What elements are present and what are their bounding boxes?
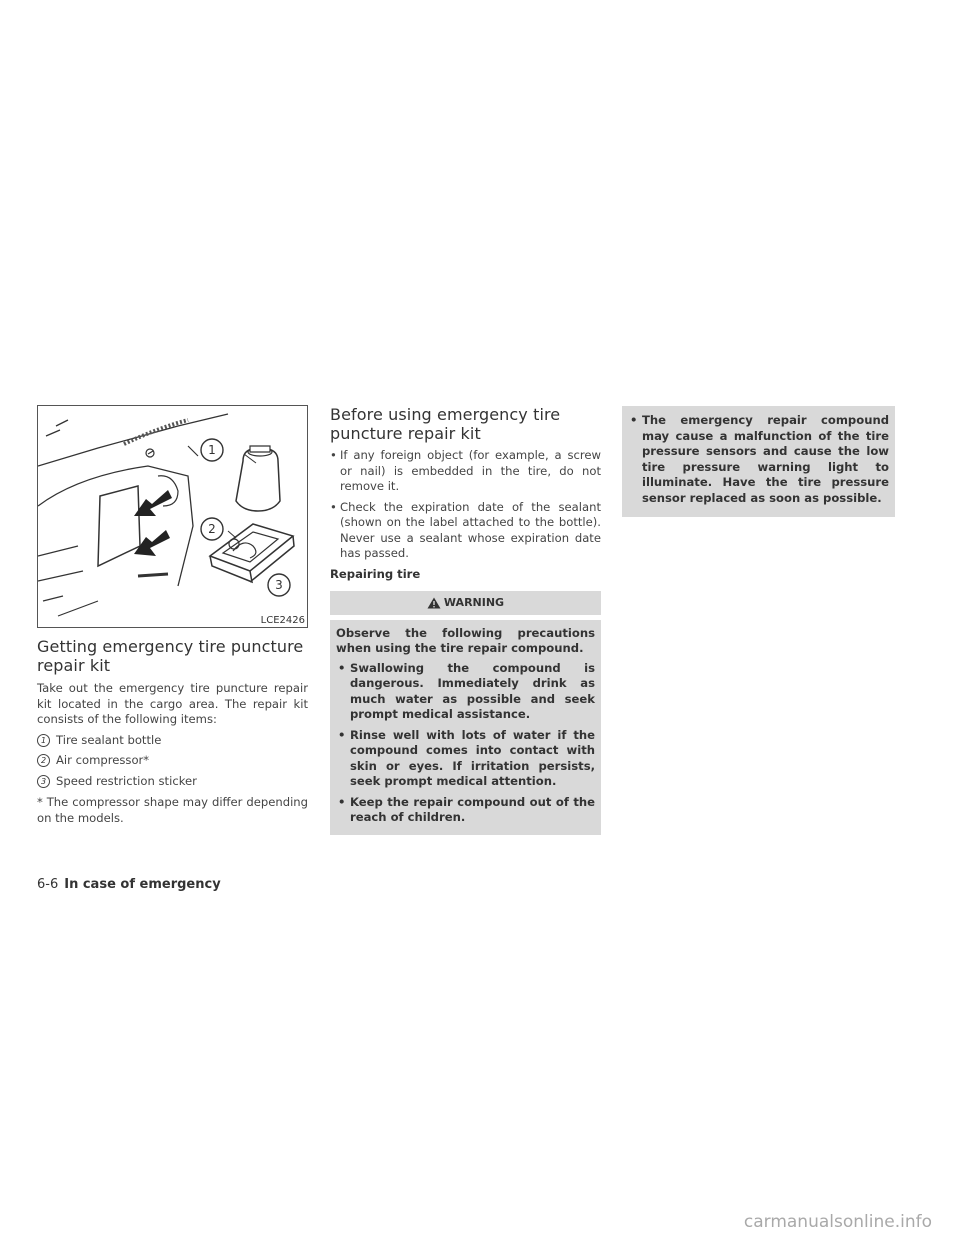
list-item: • Swallowing the compound is dangerous. Immediately drink as much water as possible and seek prompt medical assistance. [336,661,595,723]
cargo-area-illustration [37,405,308,628]
warning-header [330,591,601,615]
item-number-badge: 2 [37,754,50,767]
warning-box-continued [622,406,895,517]
item-number-badge: 1 [37,734,50,747]
list-item: • Rinse well with lots of water if the compound comes into contact with skin or eyes. If irritation persists, seek prompt medical attention. [336,728,595,790]
callout-1: 1 [208,443,216,457]
column-middle [330,405,601,835]
subheading-repairing-tire: Repairing tire [330,566,421,581]
kit-item-3 [37,774,308,790]
section-title-before-using: Before using emergency tire puncture repair kit [330,405,561,443]
kit-item-1 [37,733,308,749]
figure-code: LCE2426 [260,615,305,626]
section-intro: Take out the emergency tire puncture repair kit located in the cargo area. The repair kit consists of the following items: [37,681,308,726]
callout-3: 3 [275,578,283,592]
kit-item-2 [37,753,308,769]
warning-triangle-icon [427,597,441,609]
footnote: * The compressor shape may differ depending on the models. [37,795,308,825]
item-number-badge: 3 [37,775,50,788]
warning-list [336,661,595,826]
warning-body [330,615,601,835]
page-number: 6-6 [37,877,59,892]
list-item: • The emergency repair compound may cause a malfunction of the tire pressure sensors and cause the low tire pressure warning light to illuminate. Have the tire pressure sensor replaced as soon as possible. [628,413,889,506]
warning-intro: Observe the following precautions when using the tire repair compound. [336,625,595,655]
chapter-title: In case of emergency [64,877,221,892]
warning-box [330,591,601,835]
column-right [622,405,895,517]
page-footer [37,877,221,892]
callout-2: 2 [208,522,216,536]
column-left [37,405,308,826]
precheck-list [330,448,601,562]
section-title-getting-kit: Getting emergency tire puncture repair kit [37,637,304,675]
warning-list-continued [628,413,889,506]
warning-label: WARNING [443,596,505,609]
kit-item-label: Tire sealant bottle [56,732,162,747]
list-item: • If any foreign object (for example, a screw or nail) is embedded in the tire, do not remove it. [330,448,601,495]
kit-item-label: Air compressor* [56,753,150,767]
repair-kit-drawing [38,406,307,627]
list-item: • Keep the repair compound out of the reach of children. [336,795,595,826]
watermark: carmanualsonline.info [743,1212,932,1232]
kit-item-label: Speed restriction sticker [56,773,197,788]
list-item: • Check the expiration date of the sealant (shown on the label attached to the bottle). Never use a sealant whose expiration date has passed. [330,500,601,562]
